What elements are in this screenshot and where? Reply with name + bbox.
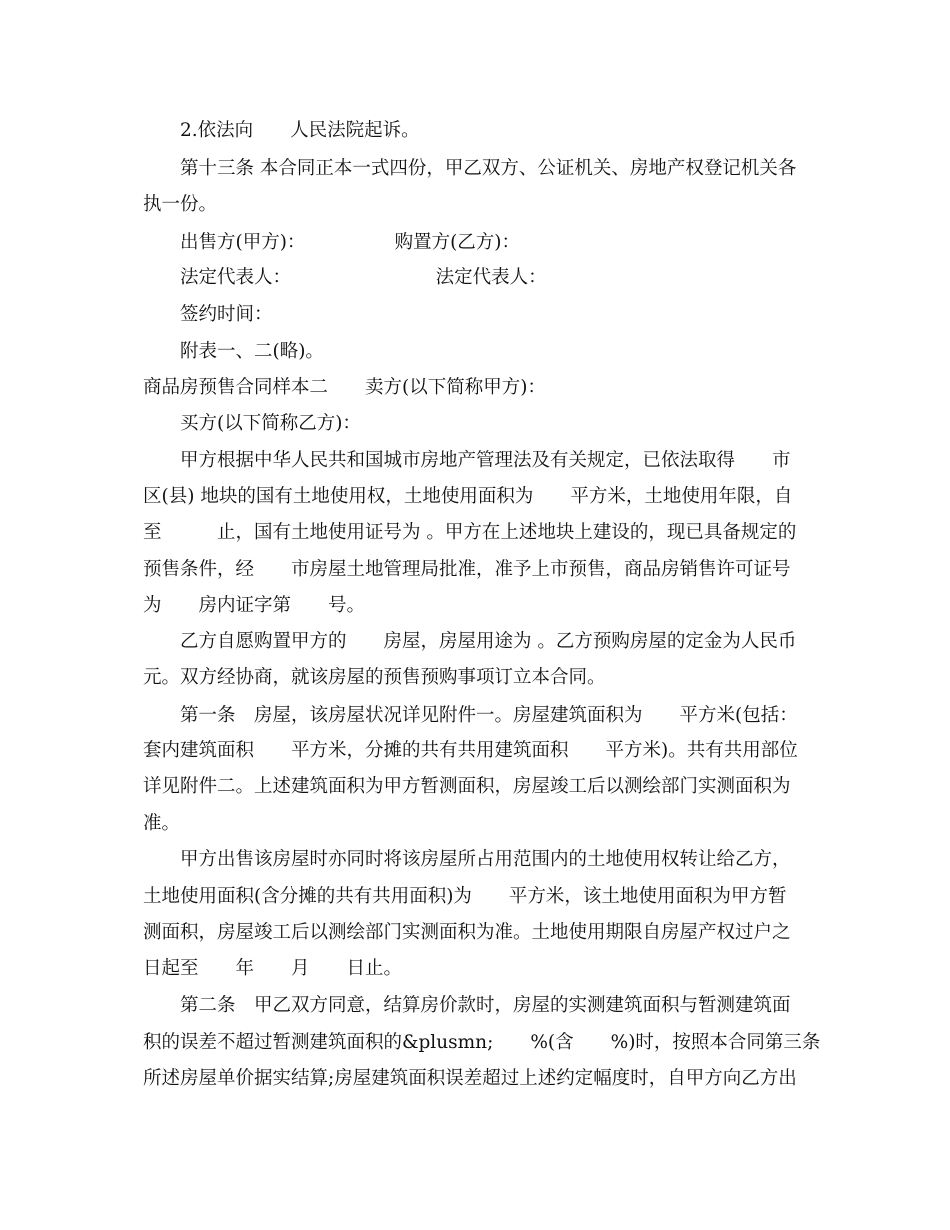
text-line: 至 止，国有土地使用证号为 。甲方在上述地块上建设的，现已具备规定的 bbox=[143, 522, 797, 543]
text-line: 法定代表人： 法定代表人： bbox=[180, 267, 547, 288]
text-line: 元。双方经协商，就该房屋的预售预购事项订立本合同。 bbox=[143, 667, 606, 688]
text-line: 甲方根据中华人民共和国城市房地产管理法及有关规定，已依法取得 市 bbox=[180, 450, 791, 471]
text-line: 套内建筑面积 平方米，分摊的共有共用建筑面积 平方米)。共有共用部位 bbox=[143, 740, 798, 761]
text-line: 土地使用面积(含分摊的共有共用面积)为 平方米，该土地使用面积为甲方暂 bbox=[143, 886, 787, 907]
text-line: 签约时间： bbox=[180, 304, 273, 325]
text-line: 测面积，房屋竣工后以测绘部门实测面积为准。土地使用期限自房屋产权过户之 bbox=[143, 922, 791, 943]
text-line: 第二条 甲乙双方同意，结算房价款时，房屋的实测建筑面积与暂测建筑面 bbox=[180, 995, 791, 1016]
text-line: 准。 bbox=[143, 813, 181, 834]
text-line: 区(县) 地块的国有土地使用权，土地使用面积为 平方米，土地使用年限，自 bbox=[143, 486, 793, 507]
text-line: 日起至 年 月 日止。 bbox=[143, 958, 403, 979]
text-line: 第一条 房屋，该房屋状况详见附件一。房屋建筑面积为 平方米(包括： bbox=[180, 705, 798, 726]
text-line: 乙方自愿购置甲方的 房屋，房屋用途为 。乙方预购房屋的定金为人民币 bbox=[180, 631, 797, 652]
text-line: 第十三条 本合同正本一式四份，甲乙双方、公证机关、房地产权登记机关各 bbox=[180, 158, 797, 179]
text-line: 为 房内证字第 号。 bbox=[143, 595, 366, 616]
text-line: 积的误差不超过暂测建筑面积的&plusmn; %(含 %)时，按照本合同第三条 bbox=[143, 1032, 821, 1053]
text-line: 买方(以下简称乙方)： bbox=[180, 413, 361, 434]
text-line: 2.依法向 人民法院起诉。 bbox=[180, 120, 420, 141]
text-line: 甲方出售该房屋时亦同时将该房屋所占用范围内的土地使用权转让给乙方， bbox=[180, 849, 791, 870]
text-line: 商品房预售合同样本二 卖方(以下简称甲方)： bbox=[143, 377, 546, 398]
text-line: 执一份。 bbox=[143, 194, 218, 215]
text-line: 出售方(甲方)： 购置方(乙方)： bbox=[180, 232, 521, 253]
text-line: 所述房屋单价据实结算;房屋建筑面积误差超过上述约定幅度时，自甲方向乙方出 bbox=[143, 1068, 797, 1089]
text-line: 附表一、二(略)。 bbox=[180, 341, 324, 362]
text-line: 预售条件，经 市房屋土地管理局批准，准予上市预售，商品房销售许可证号 bbox=[143, 559, 791, 580]
text-line: 详见附件二。上述建筑面积为甲方暂测面积，房屋竣工后以测绘部门实测面积为 bbox=[143, 776, 791, 797]
